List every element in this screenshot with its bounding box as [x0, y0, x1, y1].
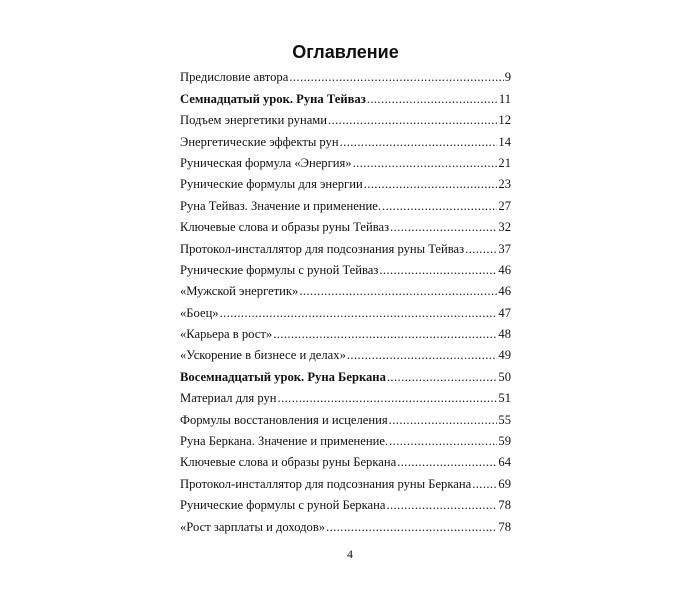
toc-entry-label: Подъем энергетики рунами: [180, 113, 327, 128]
toc-entry-page: 46: [498, 262, 511, 277]
toc-leader-dots: [299, 283, 497, 299]
toc-entry-label: Ключевые слова и образы руны Тейваз: [180, 220, 390, 235]
toc-entry: [180, 428, 511, 449]
toc-leader-dots: [389, 433, 497, 449]
toc-entry: [180, 492, 511, 513]
toc-leader-dots: [390, 219, 497, 235]
toc-entry-label: Предисловие автора: [180, 70, 289, 85]
toc-entry-page: 21: [498, 155, 511, 170]
toc-leader-dots: [379, 262, 497, 278]
toc-leader-dots: [340, 134, 498, 150]
toc-entry-label: Семнадцатый урок. Руна Тейваз: [180, 91, 366, 106]
toc-entry-page: 9: [504, 70, 511, 85]
toc-entry: [180, 214, 511, 235]
toc-entry-page: 12: [498, 113, 511, 128]
toc-entry: [180, 278, 511, 299]
toc-entry-label: Протокол-инсталлятор для подсознания руны Тейваз: [180, 241, 465, 256]
toc-leader-dots: [397, 454, 497, 470]
toc-title: Оглавление: [292, 42, 399, 62]
toc-entry: [180, 385, 511, 406]
toc-entry-page: 51: [498, 391, 511, 406]
toc-entry-page: 23: [498, 177, 511, 192]
page-number: 4: [347, 547, 353, 561]
toc-entry-page: 46: [498, 284, 511, 299]
toc-leader-dots: [367, 91, 498, 107]
toc-entry-label: Рунические формулы с руной Тейваз: [180, 262, 379, 277]
toc-entry-label: Руна Тейваз. Значение и применение.: [180, 198, 382, 213]
toc-entry-page: 11: [498, 91, 511, 106]
toc-entry-page: 50: [498, 369, 511, 384]
toc-entry: [180, 107, 511, 128]
toc-entry: [180, 406, 511, 427]
toc-entry-label: «Карьера в рост»: [180, 327, 273, 342]
table-of-contents: [180, 64, 511, 535]
toc-leader-dots: [278, 390, 498, 406]
toc-entry: [180, 257, 511, 278]
toc-entry-page: 64: [498, 455, 511, 470]
toc-leader-dots: [364, 176, 498, 192]
toc-leader-dots: [386, 497, 497, 513]
toc-leader-dots: [326, 519, 497, 535]
toc-entry-page: 69: [498, 476, 511, 491]
toc-leader-dots: [328, 112, 497, 128]
toc-leader-dots: [289, 69, 503, 85]
toc-entry-page: 37: [498, 241, 511, 256]
toc-entry-label: Формулы восстановления и исцеления: [180, 412, 388, 427]
toc-entry: [180, 128, 511, 149]
toc-entry-page: 78: [498, 519, 511, 534]
toc-entry-page: 27: [498, 198, 511, 213]
toc-entry: [180, 171, 511, 192]
toc-leader-dots: [273, 326, 497, 342]
toc-entry: [180, 342, 511, 363]
toc-leader-dots: [472, 476, 497, 492]
toc-entry-label: Рунические формулы для энергии: [180, 177, 363, 192]
toc-entry-label: Протокол-инсталлятор для подсознания руны Беркана: [180, 476, 472, 491]
toc-entry-label: Ключевые слова и образы руны Беркана: [180, 455, 397, 470]
toc-entry: [180, 321, 511, 342]
toc-leader-dots: [220, 305, 498, 321]
toc-leader-dots: [382, 198, 497, 214]
toc-entry-page: 49: [498, 348, 511, 363]
toc-entry-label: «Боец»: [180, 305, 219, 320]
toc-entry-label: «Рост зарплаты и доходов»: [180, 519, 326, 534]
toc-leader-dots: [387, 369, 498, 385]
toc-entry-page: 48: [498, 327, 511, 342]
toc-entry: [180, 192, 511, 213]
toc-entry: [180, 299, 511, 320]
toc-entry-page: 14: [498, 134, 511, 149]
toc-leader-dots: [347, 347, 498, 363]
toc-entry: [180, 235, 511, 256]
toc-entry-page: 78: [498, 498, 511, 513]
toc-entry-label: Рунические формулы с руной Беркана: [180, 498, 386, 513]
toc-entry: [180, 363, 511, 384]
toc-entry: [180, 64, 511, 85]
toc-entry: [180, 85, 511, 106]
toc-leader-dots: [353, 155, 498, 171]
toc-entry-page: 32: [498, 220, 511, 235]
toc-entry: [180, 470, 511, 491]
toc-entry: [180, 449, 511, 470]
toc-entry-label: Энергетические эффекты рун: [180, 134, 339, 149]
toc-entry-label: Материал для рун: [180, 391, 277, 406]
toc-entry-label: «Мужской энергетик»: [180, 284, 299, 299]
toc-leader-dots: [389, 412, 498, 428]
toc-entry-label: Руническая формула «Энергия»: [180, 155, 352, 170]
toc-entry-page: 59: [498, 434, 511, 449]
toc-entry-label: «Ускорение в бизнесе и делах»: [180, 348, 346, 363]
toc-entry-label: Руна Беркана. Значение и применение.: [180, 434, 389, 449]
toc-entry: [180, 150, 511, 171]
toc-entry-page: 55: [498, 412, 511, 427]
toc-entry-label: Восемнадцатый урок. Руна Беркана: [180, 369, 386, 384]
toc-entry: [180, 513, 511, 534]
toc-entry-page: 47: [498, 305, 511, 320]
toc-leader-dots: [465, 241, 497, 257]
